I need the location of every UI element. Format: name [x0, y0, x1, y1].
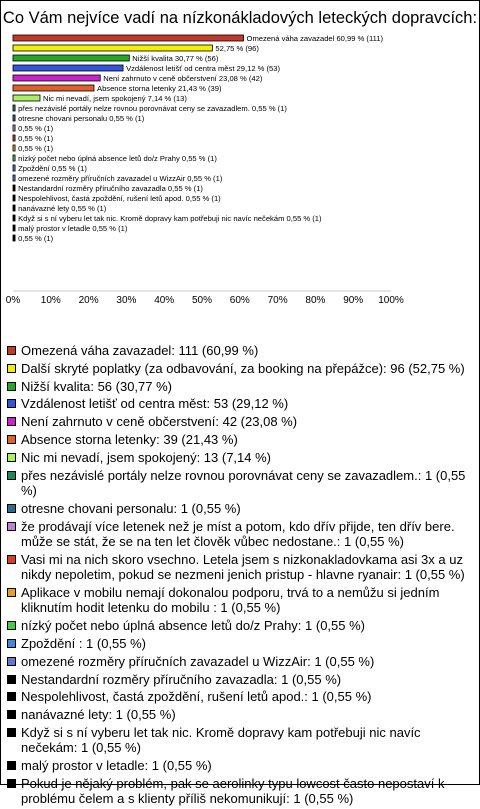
bar-label-19: malý prostor v letadle 0,55 % (1)	[18, 224, 128, 233]
legend-item	[7, 432, 473, 447]
bar-label-13: Zpoždění 0,55 % (1)	[18, 164, 87, 173]
legend-label: Omezená váha zavazadel: 111 (60,99 %)	[21, 343, 259, 358]
x-axis	[6, 291, 404, 306]
x-tick-label: 100%	[378, 295, 404, 306]
bar-12	[13, 155, 15, 161]
bar-label-0: Omezená váha zavazadel 60,99 % (111)	[246, 34, 384, 43]
legend-swatch	[7, 522, 16, 531]
legend-item	[7, 519, 473, 550]
legend-swatch	[7, 471, 16, 480]
legend-item	[7, 618, 473, 633]
bar-19	[13, 225, 15, 231]
legend-item	[7, 343, 473, 358]
legend-item	[7, 361, 473, 376]
bar-label-14: omezené rozměry příručních zavazadel u WizzAir 0,55 % (1)	[18, 174, 223, 183]
legend-label: nízký počet nebo úplná absence letů do/z Prahy: 1 (0,55 %)	[21, 618, 365, 634]
legend-swatch	[7, 417, 16, 426]
bar-11	[13, 145, 15, 151]
legend-label: Nespolehlivost, častá zpoždění, rušení letů apod.: 1 (0,55 %)	[21, 689, 372, 705]
legend-item	[7, 396, 473, 411]
legend-item	[7, 379, 473, 394]
legend-label: Vzdálenost letišť od centra měst: 53 (29,12 %)	[21, 396, 289, 412]
bar-label-6: Nic mi nevadí, jsem spokojený 7,14 % (13)	[42, 94, 187, 103]
bar-18	[13, 215, 15, 221]
bar-chart	[1, 1, 479, 331]
legend-item	[7, 552, 473, 583]
x-tick-label: 20%	[78, 295, 99, 306]
x-tick-label: 50%	[191, 295, 213, 306]
legend-label: nanávazné lety: 1 (0,55 %)	[21, 707, 176, 723]
legend-item	[7, 707, 473, 722]
bar-label-7: přes nezávislé portály nelze rovnou porovnávat ceny se zavazadlem. 0,55 % (1)	[18, 104, 287, 113]
bar-label-4: Není zahrnuto v ceně občerstvení 23,08 % (42)	[103, 74, 263, 83]
bar-2	[13, 55, 129, 61]
legend-swatch	[7, 555, 16, 564]
legend-swatch	[7, 588, 16, 597]
x-tick-label: 60%	[229, 295, 250, 306]
bar-6	[13, 95, 40, 101]
bar-label-5: Absence storna letenky 21,43 % (39)	[97, 84, 222, 93]
legend-item	[7, 758, 473, 773]
legend-swatch	[7, 382, 16, 391]
legend	[7, 343, 473, 809]
legend-item	[7, 501, 473, 516]
x-tick-label: 70%	[267, 295, 288, 306]
bar-label-10: 0,55 % (1)	[18, 134, 54, 143]
legend-item	[7, 776, 473, 807]
bar-10	[13, 135, 15, 141]
bar-20	[13, 235, 15, 241]
bar-5	[13, 85, 94, 91]
bar-label-11: 0,55 % (1)	[18, 144, 54, 153]
bar-4	[13, 75, 100, 81]
bar-13	[13, 165, 15, 171]
legend-swatch	[7, 364, 16, 373]
legend-item	[7, 468, 473, 499]
bar-label-8: otresne chovani personalu 0,55 % (1)	[18, 114, 145, 123]
legend-swatch	[7, 728, 16, 737]
legend-swatch	[7, 399, 16, 408]
bar-7	[13, 105, 15, 111]
legend-swatch	[7, 621, 16, 630]
bar-15	[13, 185, 15, 191]
legend-label: že prodávají více letenek než je míst a potom, kdo dřív přijde, ten dřív bere. může se stát, že se na ten let člověk vůbec nedostane.: 1 (0,55 %)	[21, 518, 455, 549]
legend-swatch	[7, 779, 16, 788]
bar-0	[13, 35, 244, 41]
x-tick-label: 90%	[343, 295, 364, 306]
legend-label: Další skryté poplatky (za odbavování, za booking na přepážce): 96 (52,75 %)	[21, 360, 465, 376]
legend-swatch	[7, 504, 16, 513]
bar-label-3: Vzdálenost letišť od centra měst 29,12 % (53)	[126, 64, 281, 73]
bar-label-16: Nespolehlivost, častá zpoždění, rušení letů apod. 0,55 % (1)	[18, 194, 221, 203]
x-tick-label: 40%	[154, 295, 175, 306]
bar-label-1: 52,75 % (96)	[215, 44, 259, 53]
x-tick-label: 0%	[5, 295, 21, 306]
legend-label: Zpoždění : 1 (0,55 %)	[21, 635, 147, 651]
legend-label: Nic mi nevadí, jsem spokojený: 13 (7,14 %)	[21, 449, 271, 465]
bar-label-15: Nestandardní rozměry příručního zavazadla 0,55 % (1)	[18, 184, 203, 193]
bar-label-18: Když si s ní vyberu let tak nic. Kromě dopravy kam potřebuji nic navíc nečekám 0,55 % (1)	[18, 214, 322, 223]
x-tick-label: 80%	[305, 295, 326, 306]
bar-label-17: nanávazné lety 0,55 % (1)	[18, 204, 107, 213]
x-tick-label: 30%	[116, 295, 137, 306]
legend-item	[7, 414, 473, 429]
bar-14	[13, 175, 15, 181]
legend-swatch	[7, 692, 16, 701]
bar-label-12: nízký počet nebo úplná absence letů do/z Prahy 0,55 % (1)	[18, 154, 217, 163]
bar-16	[13, 195, 15, 201]
legend-item	[7, 689, 473, 704]
legend-item	[7, 450, 473, 465]
bar-label-9: 0,55 % (1)	[18, 124, 54, 133]
legend-label: Vasi mi na nich skoro vsechno. Letela jsem s nizkonakladovkama asi 3x a uz nikdy nepoletim, pokud se nezmeni jenich pristup - hlavne ryanair: 1 (0,55 %)	[21, 551, 465, 583]
legend-label: Absence storna letenky: 39 (21,43 %)	[21, 431, 238, 447]
x-tick-label: 10%	[40, 295, 61, 306]
legend-label: Když si s ní vyberu let tak nic. Kromě dopravy kam potřebuji nic navíc nečekám: 1 (0,55 %)	[21, 724, 421, 756]
legend-label: Pokud je nějaký problém, pak se aerolinky typu lowcost často nepostaví k problému čelem a s klienty příliš nekomunikují: 1 (0,55 %)	[21, 775, 445, 807]
legend-item	[7, 672, 473, 687]
legend-item	[7, 725, 473, 756]
legend-item	[7, 654, 473, 669]
bar-3	[13, 65, 123, 71]
bar-1	[13, 45, 212, 51]
legend-label: Aplikace v mobilu nemají dokonalou podporu, trvá to a nemůžu si jedním kliknutím hodit letenku do mobilu : 1 (0,55 %)	[21, 584, 440, 616]
legend-label: otresne chovani personalu: 1 (0,55 %)	[21, 500, 241, 516]
bar-17	[13, 205, 15, 211]
legend-label: malý prostor v letadle: 1 (0,55 %)	[21, 758, 212, 774]
legend-label: Není zahrnuto v ceně občerstvení: 42 (23,08 %)	[21, 414, 298, 430]
legend-swatch	[7, 761, 16, 770]
chart-title: Co Vám nejvíce vadí na nízkonákladových leteckých dopravcích:	[2, 9, 478, 27]
bar-label-20: 0,55 % (1)	[18, 234, 54, 243]
legend-swatch	[7, 675, 16, 684]
legend-label: omezené rozměry příručních zavazadel u WizzAir: 1 (0,55 %)	[21, 653, 375, 669]
legend-swatch	[7, 657, 16, 666]
legend-label: Nižší kvalita: 56 (30,77 %)	[21, 378, 173, 394]
legend-label: Nestandardní rozměry příručního zavazadla: 1 (0,55 %)	[21, 671, 342, 687]
bar-9	[13, 125, 15, 131]
legend-swatch	[7, 453, 16, 462]
legend-item	[7, 636, 473, 651]
legend-swatch	[7, 639, 16, 648]
bar-label-2: Nižší kvalita 30,77 % (56)	[132, 54, 219, 63]
legend-swatch	[7, 710, 16, 719]
legend-label: přes nezávislé portály nelze rovnou porovnávat ceny se zavazadlem.: 1 (0,55 %)	[21, 467, 466, 498]
bar-8	[13, 115, 15, 121]
legend-swatch	[7, 435, 16, 444]
legend-swatch	[7, 346, 16, 355]
legend-item	[7, 585, 473, 616]
